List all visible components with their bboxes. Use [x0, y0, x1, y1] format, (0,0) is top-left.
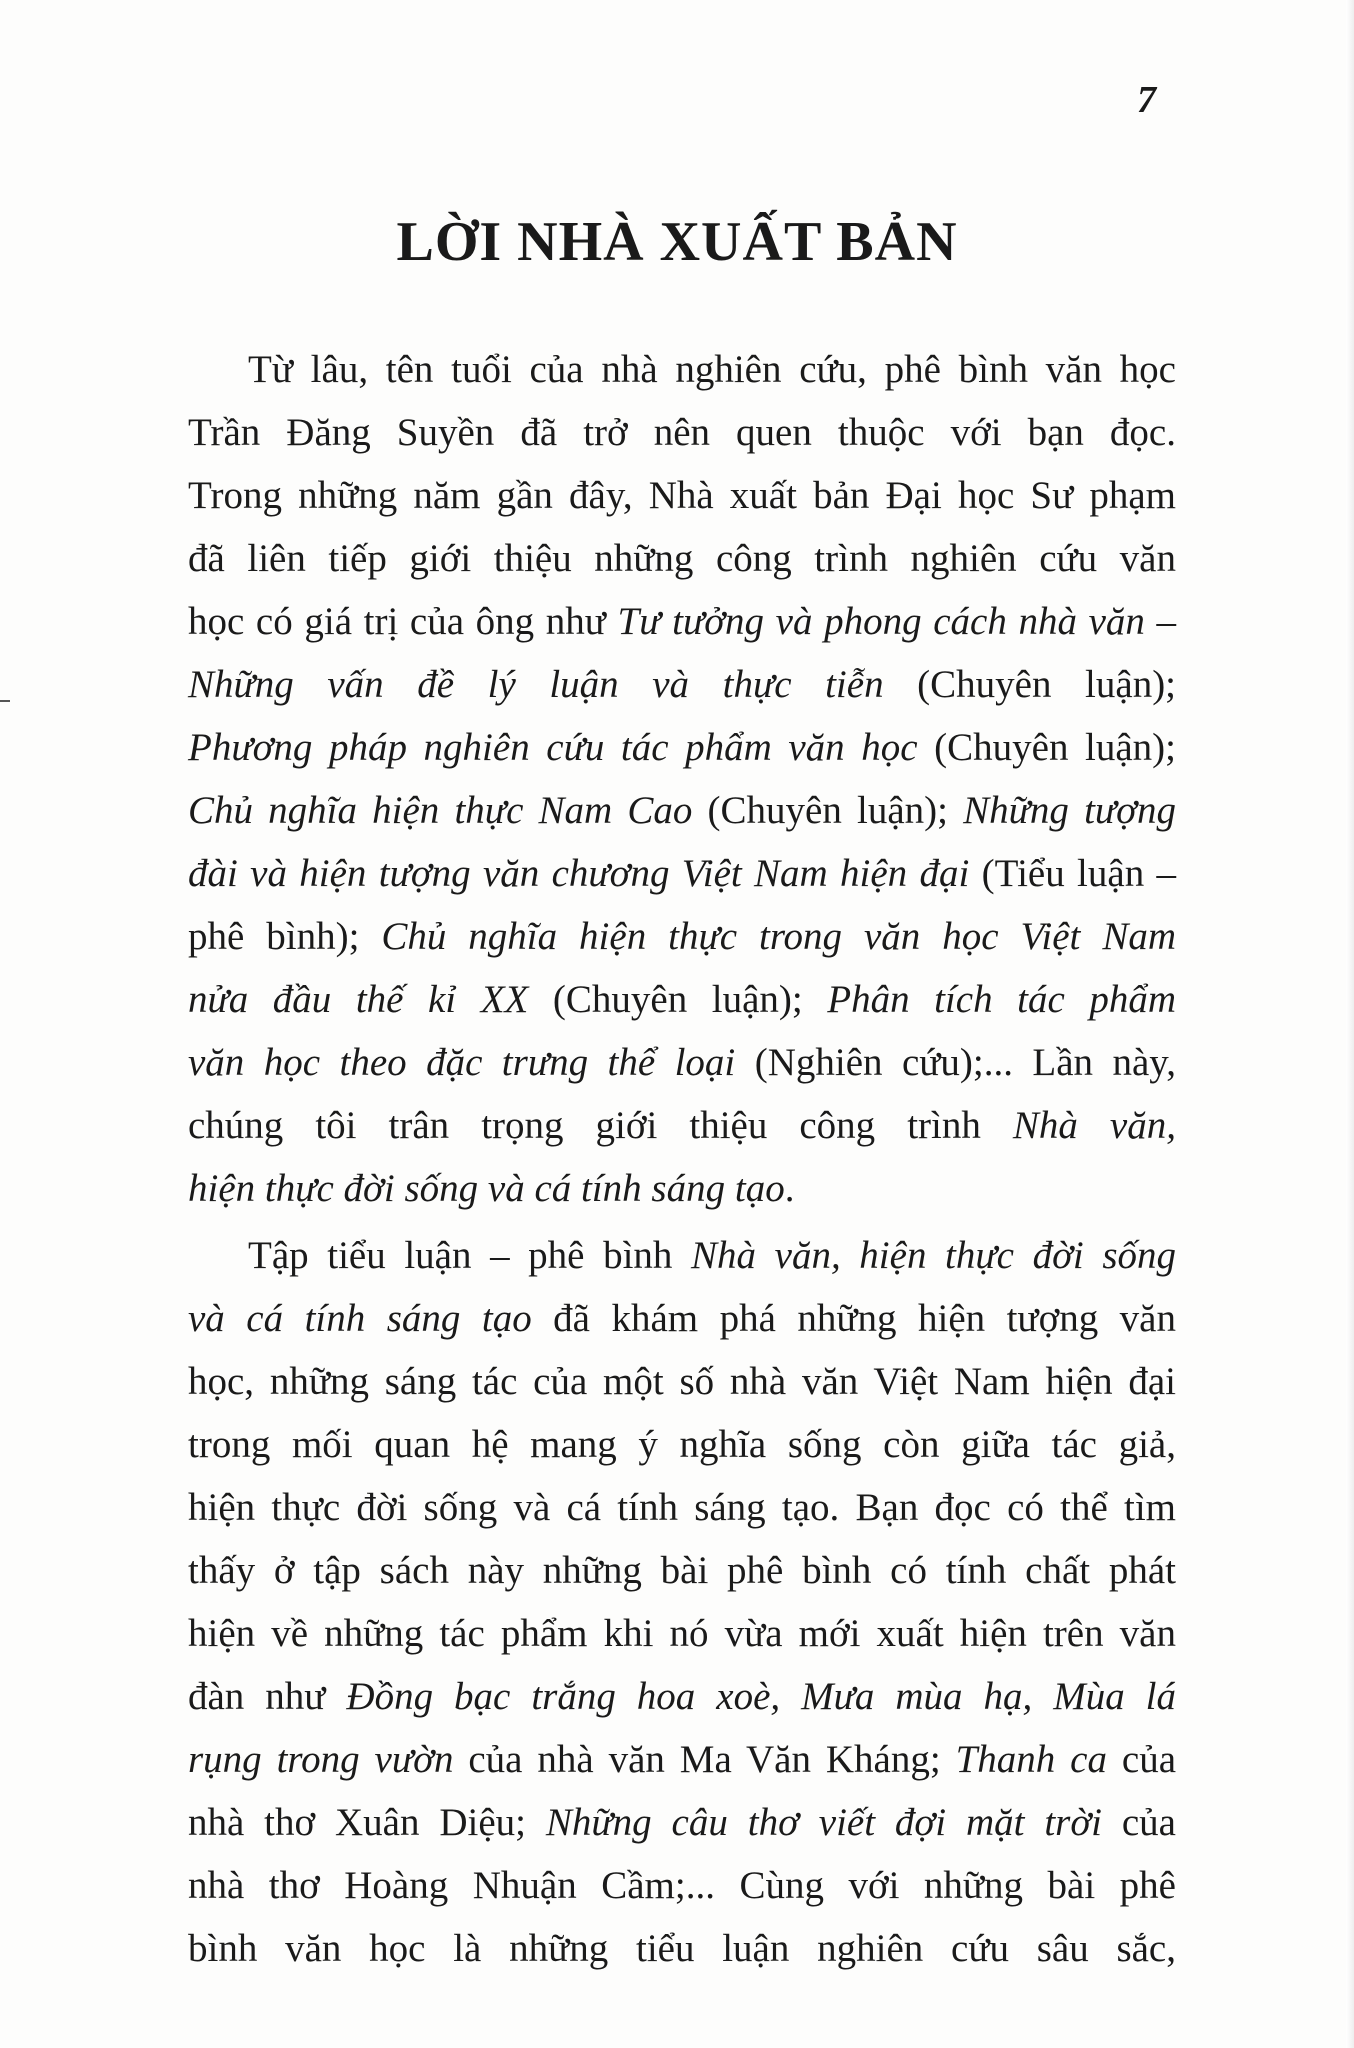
text-line: chúng tôi trân trọng giới thiệu công trình Nhà văn, [188, 1104, 1176, 1147]
text-line: Phương pháp nghiên cứu tác phẩm văn học (Chuyên luận); [188, 726, 1176, 769]
text-line: thấy ở tập sách này những bài phê bình có tính chất phát [188, 1549, 1176, 1592]
text-line: nhà thơ Xuân Diệu; Những câu thơ viết đợi mặt trời của [188, 1801, 1176, 1844]
text-line: văn học theo đặc trưng thể loại (Nghiên cứu);... Lần này, [188, 1041, 1176, 1084]
page-title: LỜI NHÀ XUẤT BẢN [396, 211, 958, 273]
text-line: bình văn học là những tiểu luận nghiên cứu sâu sắc, [188, 1927, 1176, 1970]
text-line: học, những sáng tác của một số nhà văn Việt Nam hiện đại [188, 1360, 1176, 1403]
text-line: Trần Đăng Suyền đã trở nên quen thuộc với bạn đọc. [188, 411, 1176, 454]
paragraph-1 [188, 338, 1176, 1220]
text-line: Trong những năm gần đây, Nhà xuất bản Đại học Sư phạm [188, 474, 1176, 517]
text-line: hiện thực đời sống và cá tính sáng tạo. Bạn đọc có thể tìm [188, 1486, 1176, 1529]
text-line: hiện về những tác phẩm khi nó vừa mới xuất hiện trên văn [188, 1612, 1176, 1655]
text-line: Chủ nghĩa hiện thực Nam Cao (Chuyên luận); Những tượng [188, 789, 1176, 832]
text-line: học có giá trị của ông như Tư tưởng và phong cách nhà văn – [188, 600, 1176, 643]
text-line: đàn như Đồng bạc trắng hoa xoè, Mưa mùa hạ, Mùa lá [188, 1675, 1177, 1718]
text-line: Từ lâu, tên tuổi của nhà nghiên cứu, phê bình văn học [248, 348, 1176, 391]
text-line: Những vấn đề lý luận và thực tiễn (Chuyên luận); [188, 663, 1177, 706]
margin-mark [0, 700, 10, 702]
body-text [188, 338, 1176, 1980]
text-line: phê bình); Chủ nghĩa hiện thực trong văn học Việt Nam [188, 915, 1177, 958]
text-line: đã liên tiếp giới thiệu những công trình nghiên cứu văn [188, 537, 1176, 580]
text-line: nửa đầu thế kỉ XX (Chuyên luận); Phân tích tác phẩm [188, 978, 1176, 1021]
text-line: rụng trong vườn của nhà văn Ma Văn Kháng; Thanh ca của [188, 1738, 1177, 1781]
text-line: và cá tính sáng tạo đã khám phá những hiện tượng văn [188, 1297, 1176, 1340]
paragraph-2 [188, 1224, 1176, 1980]
text-line: hiện thực đời sống và cá tính sáng tạo. [188, 1167, 795, 1210]
text-line: Tập tiểu luận – phê bình Nhà văn, hiện thực đời sống [248, 1234, 1177, 1277]
page-number: 7 [1137, 79, 1156, 121]
text-line: đài và hiện tượng văn chương Việt Nam hiện đại (Tiểu luận – [188, 852, 1177, 895]
page-edge-shadow [1346, 0, 1354, 2048]
text-line: trong mối quan hệ mang ý nghĩa sống còn giữa tác giả, [188, 1423, 1176, 1466]
text-line: nhà thơ Hoàng Nhuận Cầm;... Cùng với những bài phê [188, 1864, 1176, 1907]
